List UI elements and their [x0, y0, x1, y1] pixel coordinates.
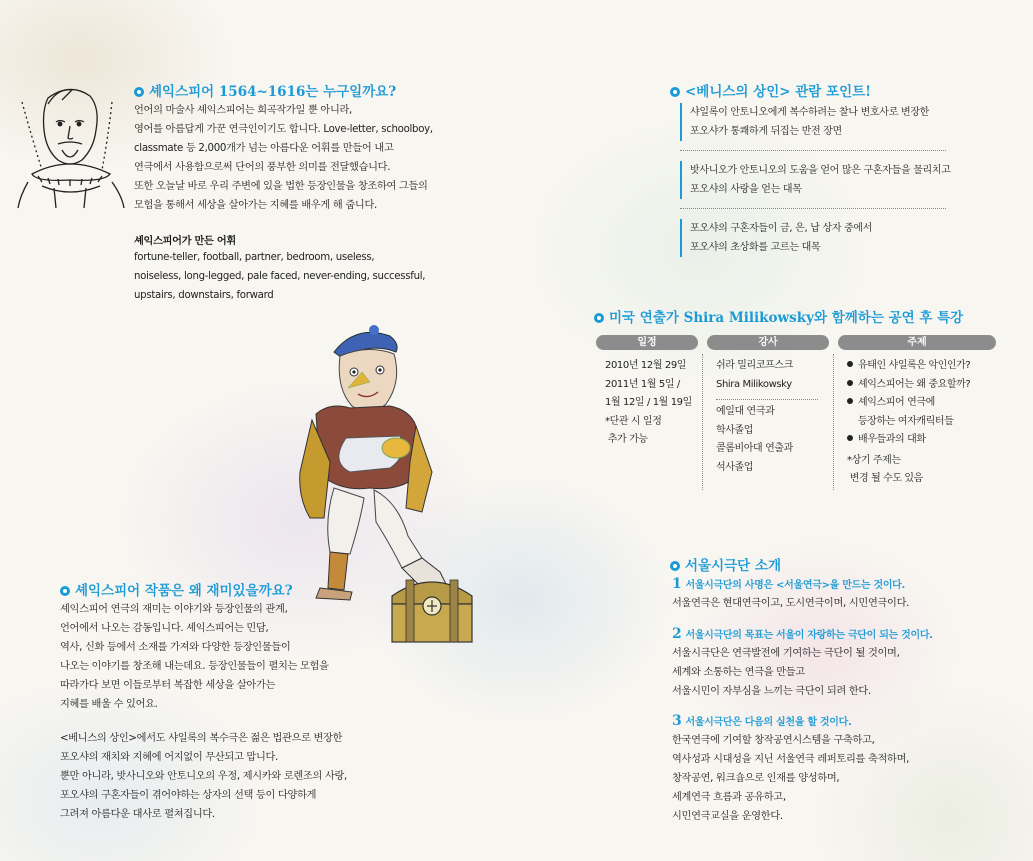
divider — [716, 399, 818, 400]
company-section-2 — [672, 644, 900, 701]
text-line: 그려져 아름다운 대사로 펼쳐집니다. — [60, 809, 215, 820]
shakespeare-intro — [134, 101, 433, 215]
text-line: 영어를 아름답게 가꾼 연극인이기도 합니다. Love-letter, schoolboy, — [134, 124, 433, 135]
text-line: 서울시민이 자부심을 느끼는 극단이 되려 한다. — [672, 686, 871, 697]
text-line: 쉬라 밀리코프스크 — [716, 360, 793, 371]
text-line: 추가 가능 — [605, 434, 648, 445]
text-line: noiseless, long-legged, pale faced, never-ending, successful, — [134, 271, 426, 282]
header-lecturer: 강사 — [707, 335, 829, 350]
header-schedule: 일정 — [596, 335, 698, 350]
text-line: 한국연극에 기여할 창작공연시스템을 구축하고, — [672, 735, 875, 746]
text-line: 포오샤의 구혼자들이 금, 은, 납 상자 중에서 — [690, 223, 873, 234]
text-line: 샤일록이 안토니오에게 복수하려는 찰나 변호사로 변장한 — [690, 107, 930, 118]
bullet-icon — [134, 87, 144, 97]
text-line: 또한 오늘날 바로 우리 주변에 있을 법한 등장인물을 창조하여 그들의 — [134, 181, 428, 192]
text-line: fortune-teller, football, partner, bedroom, useless, — [134, 252, 375, 263]
bullet-dot-icon — [847, 398, 853, 404]
point-item — [680, 219, 946, 257]
topic-item: 셰익스피어는 왜 중요할까? — [847, 376, 970, 395]
text-line: 나오는 이야기를 창조해 내는데요. 등장인물들이 펼치는 모험을 — [60, 661, 329, 672]
topic-item: 배우들과의 대화 — [847, 431, 970, 450]
words-list — [134, 248, 425, 305]
text-line: 서울시극단은 연극발전에 기여하는 극단이 될 것이며, — [672, 648, 900, 659]
shakespeare-portrait — [12, 78, 130, 210]
text-line: 서울연극은 현대연극이고, 도시연극이며, 시민연극이다. — [672, 598, 910, 609]
text-line: 2010년 12월 29일 — [605, 360, 687, 371]
bullet-dot-icon — [847, 380, 853, 386]
company-section-3 — [672, 731, 909, 826]
lecture-title: 미국 연출가 Shira Milikowsky와 함께하는 공연 후 특강 — [594, 306, 963, 326]
text-line: 따라가다 보면 이들로부터 복잡한 세상을 살아가는 — [60, 680, 276, 691]
lecturer-cell — [716, 357, 793, 394]
bullet-icon — [594, 313, 604, 323]
text-line: 언어에서 나오는 감동입니다. 셰익스피어는 민담, — [60, 623, 269, 634]
shakespeare-title: 셰익스피어 1564~1616는 누구일까요? — [134, 80, 396, 100]
text-line: 포오샤의 재치와 지혜에 어지없이 무산되고 맙니다. — [60, 752, 278, 763]
topic-cell — [847, 357, 970, 489]
fun-para1 — [60, 600, 329, 714]
text-line: 창작공연, 워크숍으로 인재를 양성하며, — [672, 773, 840, 784]
lecturer-profile — [716, 403, 793, 477]
company-section-1 — [672, 594, 909, 613]
text-line: 콜롬비아대 연출과 — [716, 443, 793, 454]
text-line: 학사졸업 — [716, 424, 754, 436]
company-section-3-head: 3 서울시극단은 다음의 실천을 할 것이다. — [672, 713, 852, 729]
text-line: 예일대 연극과 — [716, 406, 775, 417]
company-title: 서울시극단 소개 — [670, 554, 781, 574]
topic-item: 유태인 샤일록은 악인인가? — [847, 357, 970, 376]
divider — [680, 150, 946, 151]
text-line: 포오샤의 초상화를 고르는 대목 — [690, 242, 821, 253]
column-divider — [833, 354, 834, 490]
schedule-cell — [605, 357, 692, 450]
text-line: 모험을 통해서 세상을 살아가는 지혜를 배우게 해 줍니다. — [134, 200, 377, 211]
bullet-icon — [670, 561, 680, 571]
text-line: <베니스의 상인>에서도 샤일록의 복수극은 젊은 법관으로 변장한 — [60, 733, 343, 744]
text-line: 2011년 1월 5일 / — [605, 378, 680, 390]
company-section-1-head: 1 서울시극단의 사명은 <서울연극>을 만드는 것이다. — [672, 576, 906, 592]
text-line: 시민연극교실을 운영한다. — [672, 811, 783, 822]
treasure-chest — [386, 570, 478, 646]
text-line: 석사졸업 — [716, 461, 754, 473]
bullet-icon — [60, 586, 70, 596]
jester-illustration — [290, 322, 450, 602]
text-line: 포오샤가 통쾌하게 뒤집는 반전 장면 — [690, 126, 842, 137]
points-list — [680, 103, 951, 257]
header-topic: 주제 — [838, 335, 996, 350]
fun-title: 셰익스피어 작품은 왜 재미있을까요? — [60, 579, 293, 599]
text-line: 밧사니오가 안토니오의 도움을 얻어 많은 구혼자들을 물리치고 — [690, 165, 951, 176]
text-line: 세계연극 흐름과 공유하고, — [672, 792, 786, 803]
text-line: 세계와 소통하는 연극을 만들고 — [672, 667, 805, 678]
topic-item: 셰익스피어 연극에 — [847, 394, 970, 413]
text-line: 역사, 신화 등에서 소재를 가져와 다양한 등장인물들이 — [60, 642, 291, 653]
divider — [680, 208, 946, 209]
note-line: 변경 될 수도 있음 — [847, 473, 923, 484]
point-item — [680, 161, 951, 199]
column-divider — [702, 354, 703, 490]
points-title: <베니스의 상인> 관람 포인트! — [670, 80, 871, 100]
text-line: 포오샤의 구혼자들이 겪어야하는 상자의 선택 등이 다양하게 — [60, 790, 317, 801]
text-line: 뿐만 아니라, 밧사니오와 안토니오의 우정, 제시카와 로렌조의 사랑, — [60, 771, 347, 782]
text-line: Shira Milikowsky — [716, 378, 792, 390]
bullet-dot-icon — [847, 361, 853, 367]
topic-item: 등장하는 여자캐릭터들 — [858, 415, 954, 427]
bullet-dot-icon — [847, 435, 853, 441]
text-line: upstairs, downstairs, forward — [134, 290, 274, 301]
point-item — [680, 103, 946, 141]
text-line: classmate 등 2,000개가 넘는 아름다운 어휘를 만들어 내고 — [134, 143, 394, 154]
text-line: *단관 시 일정 — [605, 415, 662, 427]
text-line: 지혜를 배울 수 있어요. — [60, 699, 158, 710]
text-line: 역사성과 시대성을 지닌 서울연극 레퍼토리를 축적하며, — [672, 754, 910, 765]
text-line: 1월 12일 / 1월 19일 — [605, 397, 692, 408]
fun-para2 — [60, 729, 347, 824]
text-line: 셰익스피어 연극의 재미는 이야기와 등장인물의 관계, — [60, 604, 288, 615]
company-section-2-head: 2 서울시극단의 목표는 서울이 자랑하는 극단이 되는 것이다. — [672, 626, 933, 642]
words-label: 셰익스피어가 만든 어휘 — [134, 236, 236, 247]
text-line: 포오샤의 사랑을 얻는 대목 — [690, 184, 802, 195]
text-line: 연극에서 사용함으로써 단어의 풍부한 의미를 전달했습니다. — [134, 162, 391, 173]
bullet-icon — [670, 87, 680, 97]
text-line: 언어의 마술사 셰익스피어는 희곡작가일 뿐 아니라, — [134, 105, 352, 116]
note-line: *상기 주제는 — [847, 454, 901, 466]
